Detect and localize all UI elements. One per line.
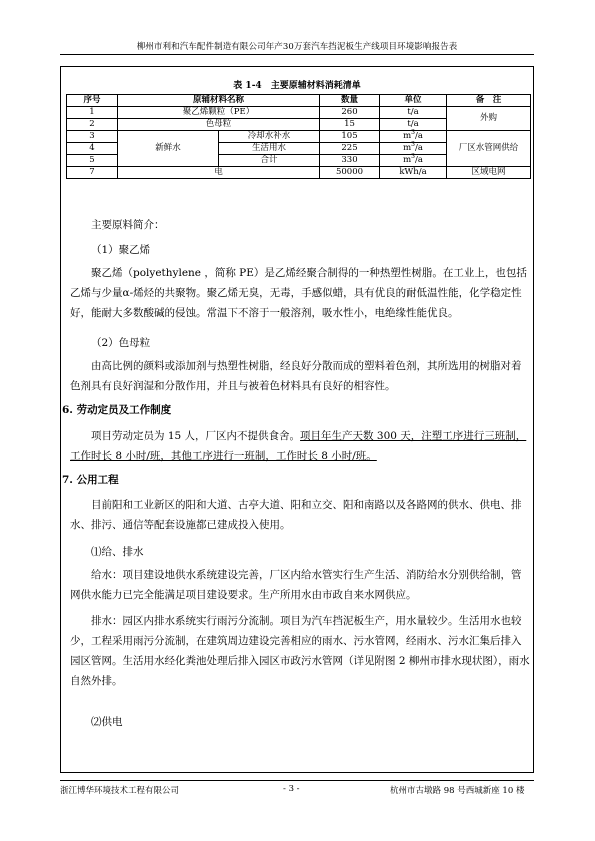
paragraph-7: 目前阳和工业新区的阳和大道、古亭大道、阳和立交、阳和南路以及各路网的供水、供电、排水、排污、通信等配套设施都已建成投入使用。 <box>70 499 522 531</box>
materials-table <box>66 94 531 179</box>
cell-unit: t/a <box>380 119 447 131</box>
col-header-name: 原辅材料名称 <box>118 95 320 107</box>
subheading-power: ⑵供电 <box>91 716 123 728</box>
footer-address: 杭州市古墩路 98 号西城新座 10 楼 <box>390 786 525 796</box>
section-1-text: 聚乙烯（polyethylene ，简称 PE）是乙烯经聚合制得的一种热塑性树脂。在工业上，也包括乙烯与少量α-烯烃的共聚物。聚乙烯无臭，无毒，手感似蜡，具有优良的耐低温性能，化学稳定性好，能耐大多数酸碱的侵蚀。常温下不溶于一般溶剂，吸水性小，电绝缘性能优良。 <box>70 267 527 319</box>
cell-unit: kWh/a <box>380 167 447 179</box>
cell-qty: 260 <box>320 107 380 119</box>
paragraph-6: 项目劳动定员为 15 人，厂区内不提供食舍。项目年生产天数 300 天，注塑工序进行三班制，工作时长 8 小时/班，其他工序进行一班制，工作时长 8 小时/班。 <box>70 430 527 462</box>
document-header: 柳州市利和汽车配件制造有限公司年产30万套汽车挡泥板生产线项目环境影响报告表 <box>136 42 458 52</box>
header-divider <box>60 54 534 55</box>
cell-no: 2 <box>67 119 118 131</box>
cell-unit: $m^3/a$ <box>380 155 447 167</box>
cell-subname: 冷却水补水 <box>219 131 320 143</box>
heading-6: 6. 劳动定员及工作制度 <box>62 404 172 416</box>
drainage-text: 排水：园区内排水系统实行雨污分流制。项目为汽车挡泥板生产，用水量较少。生活用水也较少，工程采用雨污分流制，在建筑周边建设完善相应的雨水、污水管网，经雨水、污水汇集后排入园区管网。生活用水经化粪池处理后排入园区市政污水管网（详见附图 2 柳州市排水现状图），雨水自然外排。 <box>70 615 530 687</box>
section-1-title: （1）聚乙烯 <box>91 244 151 256</box>
cell-unit: t/a <box>380 107 447 119</box>
section-2-text: 由高比例的颜料或添加剂与热塑性树脂，经良好分散而成的塑料着色剂，其所选用的树脂对着色剂具有良好润湿和分散作用，并且与被着色材料具有良好的相容性。 <box>70 360 522 392</box>
cell-group-fresh-water: 新鲜水 <box>118 131 219 167</box>
cell-unit: $m^3/a$ <box>380 143 447 155</box>
cell-remark-water: 厂区水管网供给 <box>447 131 531 167</box>
cell-name: 电 <box>118 167 320 179</box>
cell-subname: 合计 <box>219 155 320 167</box>
cell-qty: 50000 <box>320 167 380 179</box>
cell-subname: 生活用水 <box>219 143 320 155</box>
table-row <box>67 107 531 119</box>
col-header-unit: 单位 <box>380 95 447 107</box>
cell-qty: 225 <box>320 143 380 155</box>
cell-unit: $m^3/a$ <box>380 131 447 143</box>
table-row <box>67 131 531 143</box>
water-supply-text: 给水：项目建设地供水系统建设完善，厂区内给水管实行生产生活、消防给水分别供给制，管网供水能力已完全能满足项目建设要求。生产所用水由市政自来水网供应。 <box>70 569 522 601</box>
cell-qty: 330 <box>320 155 380 167</box>
cell-name: 聚乙烯颗粒（PE） <box>118 107 320 119</box>
cell-no: 5 <box>67 155 118 167</box>
footer-company: 浙江博华环境技术工程有限公司 <box>60 786 180 796</box>
cell-qty: 105 <box>320 131 380 143</box>
cell-no: 1 <box>67 107 118 119</box>
cell-no: 7 <box>67 167 118 179</box>
heading-7: 7. 公用工程 <box>62 474 119 486</box>
col-header-no: 序号 <box>67 95 118 107</box>
intro-text: 主要原料简介： <box>91 219 165 231</box>
table-header-row <box>67 95 531 107</box>
footer-divider <box>60 780 534 781</box>
subheading-water: ⑴给、排水 <box>91 546 144 558</box>
cell-no: 3 <box>67 131 118 143</box>
cell-remark-purchase: 外购 <box>447 107 531 131</box>
col-header-qty: 数量 <box>320 95 380 107</box>
cell-name: 色母粒 <box>118 119 320 131</box>
cell-qty: 15 <box>320 119 380 131</box>
col-header-remark: 备 注 <box>447 95 531 107</box>
table-caption: 表 1-4 主要原辅材料消耗清单 <box>233 81 361 91</box>
section-2-title: （2）色母粒 <box>91 337 151 349</box>
page-number: - 3 - <box>283 784 300 794</box>
cell-remark: 区域电网 <box>447 167 531 179</box>
cell-no: 4 <box>67 143 118 155</box>
table-row <box>67 167 531 179</box>
